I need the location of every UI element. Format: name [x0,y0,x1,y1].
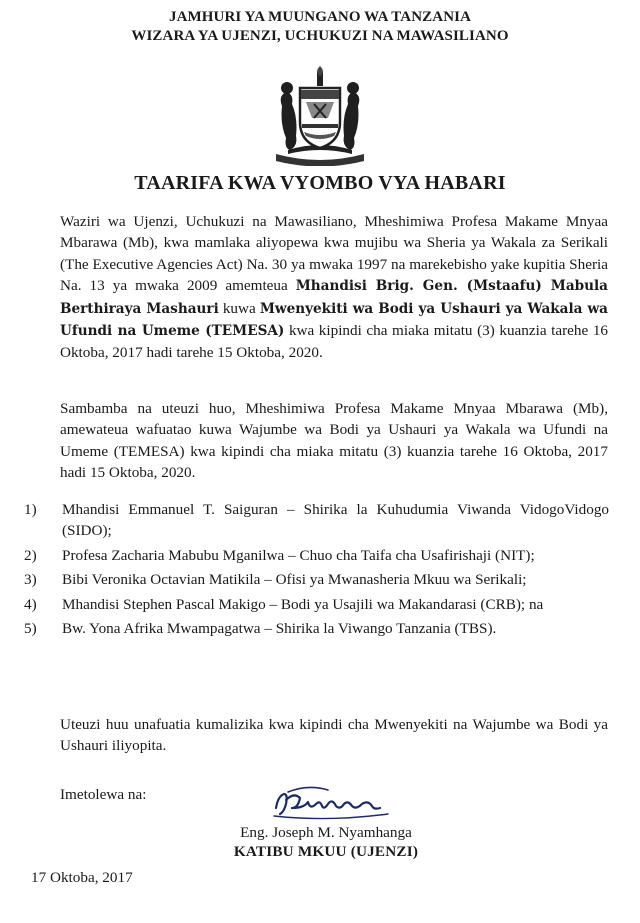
list-item [24,499,609,542]
issued-by-label: Imetolewa na: [60,786,147,803]
document-title: TAARIFA KWA VYOMBO VYA HABARI [134,172,506,194]
list-number: 1) [24,501,37,518]
list-text: Mhandisi Emmanuel T. Saiguran – Shirika la Kuhudumia Viwanda VidogoVidogo (SIDO); [62,501,609,540]
list-number: 3) [24,571,37,589]
appointee-name: Mhandisi Brig. Gen. (Mstaafu) Mabula Berthiraya Mashauri [60,278,608,317]
paragraph-text: kwa kipindi cha miaka mitatu (3) kuanzia tarehe 16 Oktoba, 2017 hadi tarehe 15 Oktoba, 2020. [60,322,609,362]
header-republic: JAMHURI YA MUUNGANO WA TANZANIA [168,9,472,25]
list-text: Bw. Yona Afrika Mwampagatwa – Shirika la Viwango Tanzania (TBS). [62,620,497,638]
members-list [24,499,609,642]
list-item [24,569,609,590]
coat-of-arms-icon [268,66,372,166]
paragraph-text: Waziri wa Ujenzi, Uchukuzi na Mawasiliano, Mheshimiwa Profesa Makame Mnyaa Mbarawa (Mb), kwa mamlaka aliyopewa kwa mujibu wa Sheria ya Wakala za Serikali (The Executive Agencies Act) Na. 30 ya mwaka 1997 na marekebisho yake kupitia Sheria Na. 13 ya mwaka 2009 amemteua [60,213,608,295]
paragraph-members-intro: Sambamba na uteuzi huo, Mheshimiwa Profesa Makame Mnyaa Mbarawa (Mb), amewateua wafuatao kuwa Wajumbe wa Bodi ya Ushauri ya Wakala wa Ufundi na Umeme (TEMESA) kwa kipindi cha miaka mitatu (3) kuanzia tarehe 16 Oktoba, 2017 hadi 15 Oktoba, 2020. [60,400,608,482]
list-item [24,594,609,615]
header-ministry: WIZARA YA UJENZI, UCHUKUZI NA MAWASILIANO [131,28,509,44]
list-number: 5) [24,620,37,638]
list-number: 2) [24,546,37,564]
document-date: 17 Oktoba, 2017 [31,869,133,886]
signer-name: Eng. Joseph M. Nyamhanga [240,824,412,841]
list-item [24,618,609,639]
signer-title: KATIBU MKUU (UJENZI) [233,843,419,860]
list-text: Bibi Veronika Octavian Matikila – Ofisi ya Mwanasheria Mkuu wa Serikali; [62,571,527,589]
list-text: Mhandisi Stephen Pascal Makigo – Bodi ya Usajili wa Makandarasi (CRB); na [62,595,544,613]
list-text: Profesa Zacharia Mabubu Mganilwa – Chuo cha Taifa cha Usafirishaji (NIT); [62,546,535,564]
signature-icon [268,778,408,824]
list-number: 4) [24,595,37,613]
paragraph-closing: Uteuzi huu unafuatia kumalizika kwa kipindi cha Mwenyekiti na Wajumbe wa Bodi ya Ushauri iliyopita. [60,716,608,755]
appointee-position: Mwenyekiti wa Bodi ya Ushauri ya Wakala wa Ufundi na Umeme (TEMESA) [60,300,608,340]
list-item [24,545,609,566]
paragraph-appointment [60,211,608,364]
paragraph-text: kuwa [218,299,260,317]
